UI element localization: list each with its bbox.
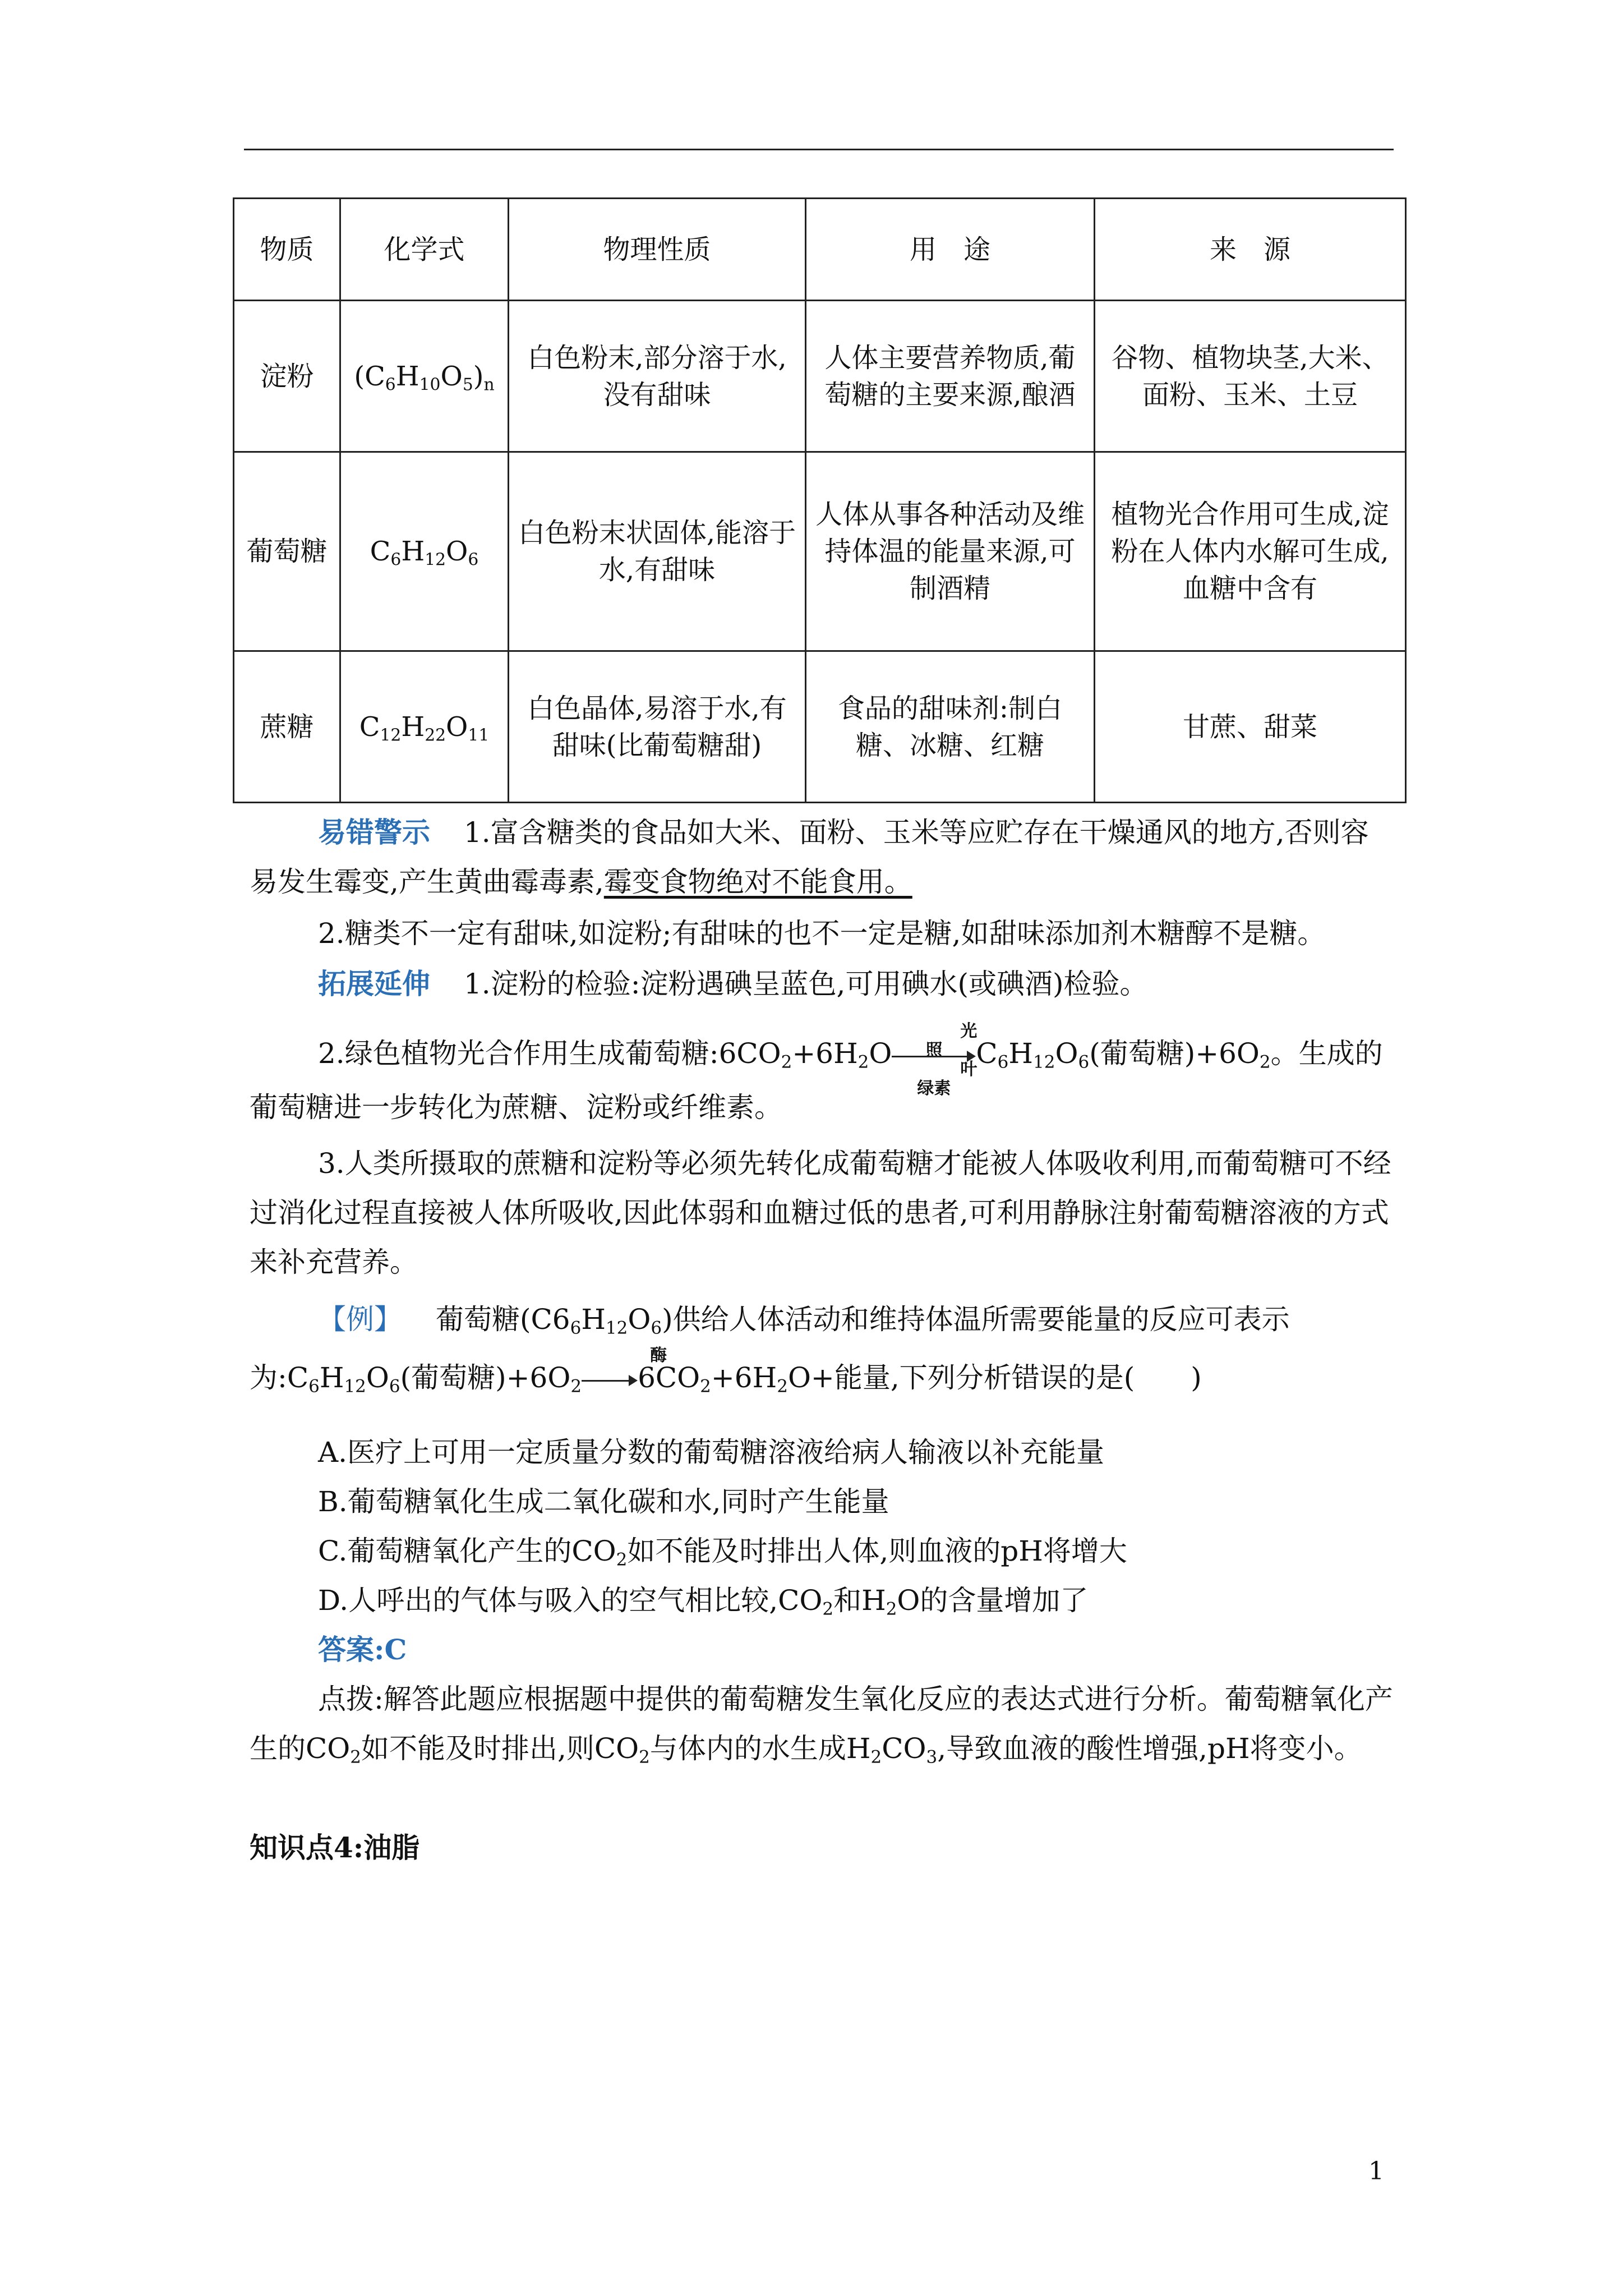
- warning-label: 易错警示: [318, 816, 430, 849]
- hint-paragraph: 点拨:解答此题应根据题中提供的葡萄糖发生氧化反应的表达式进行分析。葡萄糖氧化产生的$CO_2$如不能及时排出,则$CO_2$与体内的水生成$H_2CO_3$,导致血液的酸性增强,pH将变小。: [250, 1683, 1393, 1768]
- cell-formula: $C_{12}H_{22}O_{11}$: [340, 651, 509, 803]
- cell-source: 甘蔗、甜菜: [1095, 651, 1406, 803]
- table-row: [234, 651, 1406, 803]
- extension-label: 拓展延伸: [318, 967, 430, 1000]
- extension-paragraph-3: 3.人类所摄取的蔗糖和淀粉等必须先转化成葡萄糖才能被人体吸收利用,而葡萄糖可不经过消化过程直接被人体所吸收,因此体弱和血糖过低的患者,可利用静脉注射葡萄糖溶液的方式来补充营养。: [250, 1147, 1391, 1278]
- cell-physical: 白色晶体,易溶于水,有甜味(比葡萄糖甜): [509, 651, 806, 803]
- table-header-row: [234, 199, 1406, 301]
- answer: 答案:C: [318, 1633, 407, 1666]
- table-row: [234, 301, 1406, 452]
- carbohydrate-table: [233, 197, 1407, 803]
- page-number: 1: [1368, 2157, 1384, 2185]
- extension-text-1: 1.淀粉的检验:淀粉遇碘呈蓝色,可用碘水(或碘酒)检验。: [464, 968, 1148, 1000]
- cell-formula: $(C_6H_{10}O_5)_n$: [340, 301, 509, 452]
- warning-underlined-text: 霉变食物绝对不能食用。: [603, 866, 912, 898]
- option-d: D.人呼出的气体与吸入的空气相比较$,CO_2$和$H_2O$的含量增加了: [318, 1584, 1089, 1619]
- option-c: C.葡萄糖氧化产生的$CO_2$如不能及时排出人体,则血液的pH将增大: [318, 1535, 1127, 1570]
- warning-paragraph-1: [250, 808, 1394, 907]
- header-rule: [244, 149, 1394, 150]
- cell-source: 植物光合作用可生成,淀粉在人体内水解可生成,血糖中含有: [1095, 452, 1406, 651]
- cell-physical: 白色粉末状固体,能溶于水,有甜味: [509, 452, 806, 651]
- extension-paragraph-1: [250, 959, 1394, 1009]
- cell-name: 淀粉: [234, 301, 340, 452]
- reaction-arrow: 光照 叶绿素: [892, 1045, 976, 1067]
- knowledge-point-heading: 知识点4:油脂: [250, 1831, 420, 1864]
- header-formula: 化学式: [340, 199, 509, 301]
- warning-paragraph-2: 2.糖类不一定有甜味,如淀粉;有甜味的也不一定是糖,如甜味添加剂木糖醇不是糖。: [318, 917, 1326, 950]
- cell-use: 食品的甜味剂:制白糖、冰糖、红糖: [806, 651, 1095, 803]
- table-row: [234, 452, 1406, 651]
- example-label: 【例】: [318, 1303, 402, 1336]
- cell-use: 人体从事各种活动及维持体温的能量来源,可制酒精: [806, 452, 1095, 651]
- extension-paragraph-2: 2.绿色植物光合作用生成葡萄糖$:6CO_2+6H_2O$ 光照 叶绿素 $C_6H_{12}O_6$(葡萄糖)$+6O_2$。生成的葡萄糖进一步转化为蔗糖、淀粉或纤维素。: [250, 1022, 1383, 1124]
- header-use: 用 途: [806, 199, 1095, 301]
- cell-name: 葡萄糖: [234, 452, 340, 651]
- enzyme-arrow: 酶: [582, 1369, 638, 1391]
- cell-formula: $C_6H_{12}O_6$: [340, 452, 509, 651]
- header-source: 来 源: [1095, 199, 1406, 301]
- cell-physical: 白色粉末,部分溶于水,没有甜味: [509, 301, 806, 452]
- header-physical: 物理性质: [509, 199, 806, 301]
- option-a: A.医疗上可用一定质量分数的葡萄糖溶液给病人输液以补充能量: [318, 1436, 1105, 1469]
- cell-name: 蔗糖: [234, 651, 340, 803]
- cell-source: 谷物、植物块茎,大米、面粉、玉米、土豆: [1095, 301, 1406, 452]
- cell-use: 人体主要营养物质,葡萄糖的主要来源,酿酒: [806, 301, 1095, 452]
- warning-text-1: 1.富含糖类的食品如大米、面粉、玉米等应贮存在干燥通风的地方,否则容易发生霉变,产生黄曲霉毒素,: [250, 816, 1369, 898]
- option-b: B.葡萄糖氧化生成二氧化碳和水,同时产生能量: [318, 1485, 889, 1518]
- header-substance: 物质: [234, 199, 340, 301]
- example-question: 【例】 葡萄糖$(C6_6H_{12}O_6)$供给人体活动和维持体温所需要能量的反应可表示为$:C_6H_{12}O_6$(葡萄糖)$+6O_2$ 酶 $6CO_2+6H_2O+$能量,下列分析错误的是( ): [250, 1303, 1290, 1397]
